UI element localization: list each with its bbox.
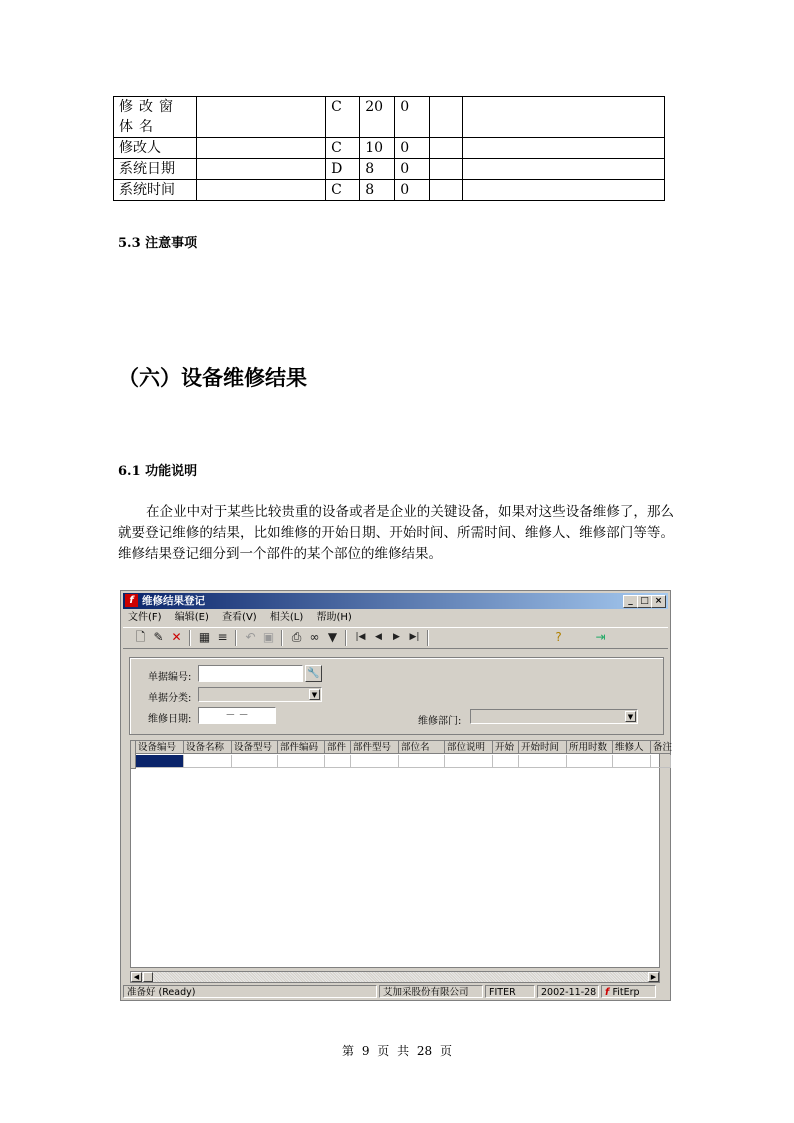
grid-column-header[interactable]: 设备编号: [136, 741, 184, 754]
grid-cell[interactable]: [493, 755, 519, 768]
repair-result-window: [120, 590, 671, 1001]
toolbar-separator: [189, 630, 191, 646]
table-cell: C: [326, 180, 360, 201]
table-cell: 20: [360, 97, 395, 138]
function-description-paragraph: 在企业中对于某些比较贵重的设备或者是企业的关键设备，如果对这些设备维修了，那么就要登记维修的结果，比如维修的开始日期、开始时间、所需时间、维修人、维修部门等等。维修结果登记细分到一个部件的某个部位的维修结果。: [118, 504, 674, 562]
last-record-icon[interactable]: ▶|: [409, 632, 420, 642]
first-record-icon[interactable]: |◀: [355, 632, 366, 642]
page-footer: 第 9 页 共 28 页: [342, 1044, 452, 1058]
status-app-name: FitErp: [612, 987, 640, 998]
undo-icon[interactable]: ↶: [245, 630, 256, 644]
help-icon[interactable]: ?: [555, 630, 562, 644]
menu-view[interactable]: 查看(V): [222, 612, 257, 623]
search-icon: 🔧: [307, 668, 320, 679]
menu-related[interactable]: 相关(L): [269, 612, 304, 623]
filter-icon[interactable]: ▼: [327, 630, 338, 644]
status-user: FITER: [485, 985, 535, 998]
status-bar: [123, 985, 668, 998]
grid-column-header[interactable]: 开始时间: [519, 741, 567, 754]
window-title: 维修结果登记: [142, 595, 205, 607]
grid-column-header[interactable]: 设备名称: [184, 741, 232, 754]
doc-type-label: 单据分类:: [148, 693, 192, 704]
horizontal-scrollbar[interactable]: [130, 971, 660, 983]
doc-type-select[interactable]: [198, 687, 322, 702]
doc-no-input[interactable]: [198, 665, 303, 682]
menu-file[interactable]: 文件(F): [128, 612, 162, 623]
print-icon[interactable]: ⎙: [291, 630, 302, 644]
chevron-down-icon[interactable]: ▼: [625, 711, 636, 722]
maximize-button[interactable]: □: [637, 595, 652, 608]
table-cell: [196, 159, 326, 180]
grid-column-header[interactable]: 部件编码: [278, 741, 325, 754]
grid-column-header[interactable]: 部件: [325, 741, 351, 754]
table-cell: 修改窗体名: [114, 97, 197, 138]
delete-icon[interactable]: ✕: [171, 630, 182, 644]
find-binoculars-icon[interactable]: ∞: [309, 630, 320, 644]
grid-column-header[interactable]: 备注: [653, 742, 673, 753]
table-cell: 10: [360, 138, 395, 159]
header-form-panel: [129, 657, 664, 735]
scroll-thumb[interactable]: [143, 972, 153, 982]
table-cell: 修改人: [114, 138, 197, 159]
section-heading-6-1: 6.1 功能说明: [118, 464, 198, 479]
next-record-icon[interactable]: ▶: [393, 632, 400, 642]
minimize-button[interactable]: _: [623, 595, 638, 608]
table-cell: 0: [395, 138, 430, 159]
app-logo-icon: f: [125, 594, 138, 607]
section-heading-5-3: 5.3 注意事项: [118, 236, 198, 251]
grid-cell[interactable]: [325, 755, 351, 768]
app-logo-icon: f: [605, 987, 613, 998]
repair-dept-select[interactable]: [470, 709, 638, 724]
grid-cell[interactable]: [651, 755, 671, 768]
menu-bar: [123, 610, 357, 625]
grid-column-header[interactable]: 设备型号: [232, 741, 278, 754]
table-cell: C: [326, 97, 360, 138]
status-company: 艾加采股份有限公司: [379, 985, 483, 998]
menu-edit[interactable]: 编辑(E): [174, 612, 209, 623]
status-date: 2002-11-28: [537, 985, 599, 998]
grid-cell[interactable]: [519, 755, 567, 768]
table-row: [114, 180, 665, 201]
grid-column-header[interactable]: 所用时数: [567, 741, 613, 754]
chevron-down-icon[interactable]: ▼: [309, 689, 320, 700]
insert-row-icon[interactable]: ≡: [217, 630, 228, 644]
grid-cell[interactable]: [567, 755, 613, 768]
grid-column-header[interactable]: 维修人: [613, 741, 651, 754]
repair-date-input[interactable]: － －: [198, 707, 276, 724]
table-cell: [196, 180, 326, 201]
table-cell: 0: [395, 97, 430, 138]
table-cell: [429, 97, 462, 138]
toolbar-separator: [235, 630, 237, 646]
grid-cell[interactable]: [399, 755, 445, 768]
grid-cell[interactable]: [613, 755, 651, 768]
grid-column-header[interactable]: 部位名: [399, 741, 445, 754]
scroll-left-icon[interactable]: ◀: [131, 972, 142, 982]
scroll-right-icon[interactable]: ▶: [648, 972, 659, 982]
grid-cell[interactable]: [445, 755, 493, 768]
doc-no-search-button[interactable]: [305, 665, 322, 682]
table-cell: 8: [360, 159, 395, 180]
table-cell: [429, 138, 462, 159]
table-cell: 0: [395, 180, 430, 201]
grid-column-header[interactable]: 部位说明: [445, 741, 493, 754]
grid-column-header[interactable]: 部件型号: [351, 741, 399, 754]
table-cell: [463, 180, 665, 201]
exit-icon[interactable]: ⇥: [595, 630, 606, 644]
table-cell: [463, 159, 665, 180]
table-row: [114, 138, 665, 159]
table-row: [114, 159, 665, 180]
field-spec-table: [113, 96, 665, 201]
status-ready: 准备好 (Ready): [123, 985, 377, 998]
save-icon[interactable]: ▣: [262, 630, 275, 644]
table-cell: D: [326, 159, 360, 180]
grid-cell[interactable]: [278, 755, 325, 768]
table-cell: [429, 180, 462, 201]
grid-cell[interactable]: [232, 755, 278, 768]
toolbar-separator: [427, 630, 429, 646]
repair-dept-label: 维修部门:: [418, 716, 462, 727]
toolbar: [123, 627, 668, 649]
edit-doc-icon[interactable]: ✎: [153, 630, 164, 644]
table-cell: 8: [360, 180, 395, 201]
table-cell: [463, 97, 665, 138]
grid-cell[interactable]: [136, 755, 184, 768]
repair-date-label: 维修日期:: [148, 714, 192, 725]
table-cell: [429, 159, 462, 180]
table-cell: 系统时间: [114, 180, 197, 201]
table-cell: C: [326, 138, 360, 159]
toolbar-separator: [281, 630, 283, 646]
table-cell: 0: [395, 159, 430, 180]
table-cell: [463, 138, 665, 159]
table-cell: 系统日期: [114, 159, 197, 180]
grid-icon[interactable]: ▦: [198, 630, 211, 644]
window-titlebar: [123, 593, 668, 609]
chapter-heading-6: （六）设备维修结果: [118, 366, 307, 390]
repair-result-grid[interactable]: [130, 740, 673, 968]
table-cell: [196, 97, 326, 138]
grid-cell[interactable]: [184, 755, 232, 768]
status-app: [601, 985, 656, 998]
toolbar-separator: [345, 630, 347, 646]
menu-help[interactable]: 帮助(H): [316, 612, 352, 623]
table-cell: [196, 138, 326, 159]
doc-no-label: 单据编号:: [148, 672, 192, 683]
grid-cell[interactable]: [351, 755, 399, 768]
close-button[interactable]: ×: [651, 595, 666, 608]
prev-record-icon[interactable]: ◀: [375, 632, 382, 642]
grid-column-header[interactable]: 开始: [493, 741, 519, 754]
table-row: [114, 97, 665, 138]
new-doc-icon[interactable]: 🗋: [135, 630, 146, 644]
